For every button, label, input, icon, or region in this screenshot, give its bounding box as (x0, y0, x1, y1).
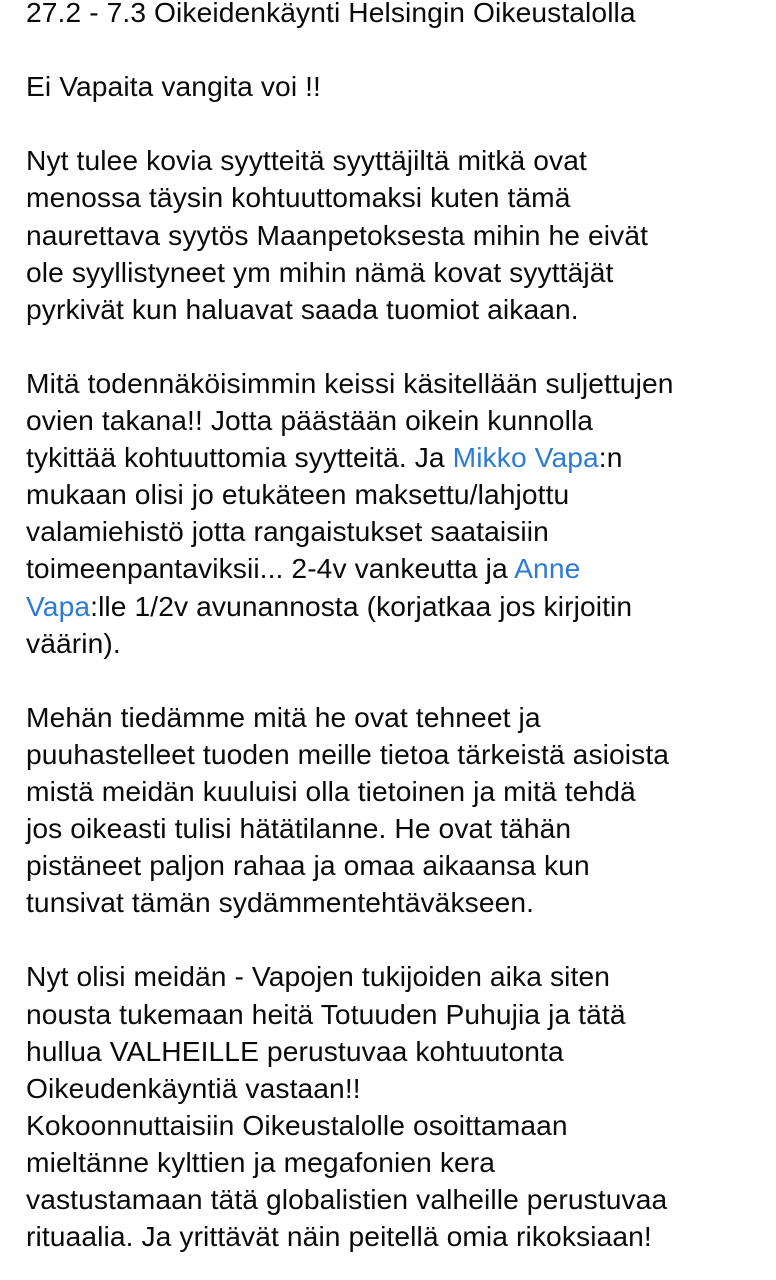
text-line: nousta tukemaan heitä Totuuden Puhujia ja tätä (26, 997, 626, 1030)
text-line: tunsivat tämän sydämmentehtäväkseen. (26, 886, 535, 919)
paragraph-closed-doors (26, 365, 766, 662)
text-line: menossa täysin kohtuuttomaksi kuten tämä (26, 181, 571, 214)
mention-link-mikko-vapa[interactable]: Mikko Vapa (452, 441, 599, 474)
text-line (26, 550, 766, 587)
text-line: Mitä todennäköisimmin keissi käsitellään suljettujen (26, 366, 674, 399)
paragraph-call-to-action (26, 958, 766, 1255)
text-line: mistä meidän kuuluisi olla tietoinen ja mitä tehdä (26, 774, 636, 807)
mention-link-anne-vapa[interactable]: Anne (514, 552, 581, 585)
text-line: hullua VALHEILLE perustuvaa kohtuutonta (26, 1034, 564, 1067)
mention-link-anne-vapa-cont[interactable]: Vapa (26, 589, 91, 622)
text-line: vastustamaan tätä globalistien valheille perustuvaa (26, 1183, 668, 1215)
post-tagline: Ei Vapaita vangita voi !! (26, 70, 321, 103)
paragraph-gap (26, 105, 766, 142)
post-title: 27.2 - 7.3 Oikeidenkäynti Helsingin Oikeustalolla (26, 0, 636, 28)
text-line: mukaan olisi jo etukäteen maksettu/lahjottu (26, 478, 570, 511)
text-line: Nyt olisi meidän - Vapojen tukijoiden aika siten (26, 960, 610, 993)
text-line: Kokoonnuttaisiin Oikeustalolle osoittamaan (26, 1108, 568, 1141)
text-line: ovien takana!! Jotta päästään oikein kunnolla (26, 404, 594, 437)
text-line: väärin). (26, 626, 121, 659)
paragraph-knowledge (26, 699, 766, 922)
text-line: naurettava syytös Maanpetoksesta mihin he eivät (26, 218, 649, 251)
text-line: Mehän tiedämme mitä he ovat tehneet ja (26, 700, 541, 733)
text-line: Oikeudenkäyntiä vastaan!! (26, 1071, 361, 1104)
text-line: mieltänne kylttien ja megafonien kera (26, 1145, 496, 1178)
text-line: ole syyllistyneet ym mihin nämä kovat syyttäjät (26, 255, 614, 288)
text-line: jos oikeasti tulisi hätätilanne. He ovat tähän (26, 812, 572, 845)
text-line: Nyt tulee kovia syytteitä syyttäjiltä mitkä ovat (26, 144, 587, 177)
text-line: valamiehistö jotta rangaistukset saataisiin (26, 515, 549, 548)
text-line: rituaalia. Ja yrittävät näin peitellä omia rikoksiaan! (26, 1220, 652, 1253)
paragraph-gap (26, 921, 766, 958)
text-line (26, 439, 766, 476)
paragraph-gap (26, 31, 766, 68)
text-line: puuhastelleet tuoden meille tietoa tärkeistä asioista (26, 737, 670, 770)
text-line: pyrkivät kun haluavat saada tuomiot aikaan. (26, 292, 579, 325)
text-segment: :lle 1/2v avunannosta (korjatkaa jos kirjoitin (90, 589, 633, 622)
text-segment: tykittää kohtuuttomia syytteitä. Ja (26, 441, 453, 474)
text-line (26, 588, 766, 625)
text-line: pistäneet paljon rahaa ja omaa aikaansa kun (26, 849, 590, 882)
paragraph-charges (26, 142, 766, 327)
text-segment: toimeenpantaviksii... 2-4v vankeutta ja (26, 552, 515, 585)
paragraph-gap (26, 328, 766, 365)
paragraph-gap (26, 662, 766, 699)
post-body (26, 0, 766, 1255)
text-segment: :n (598, 441, 623, 474)
